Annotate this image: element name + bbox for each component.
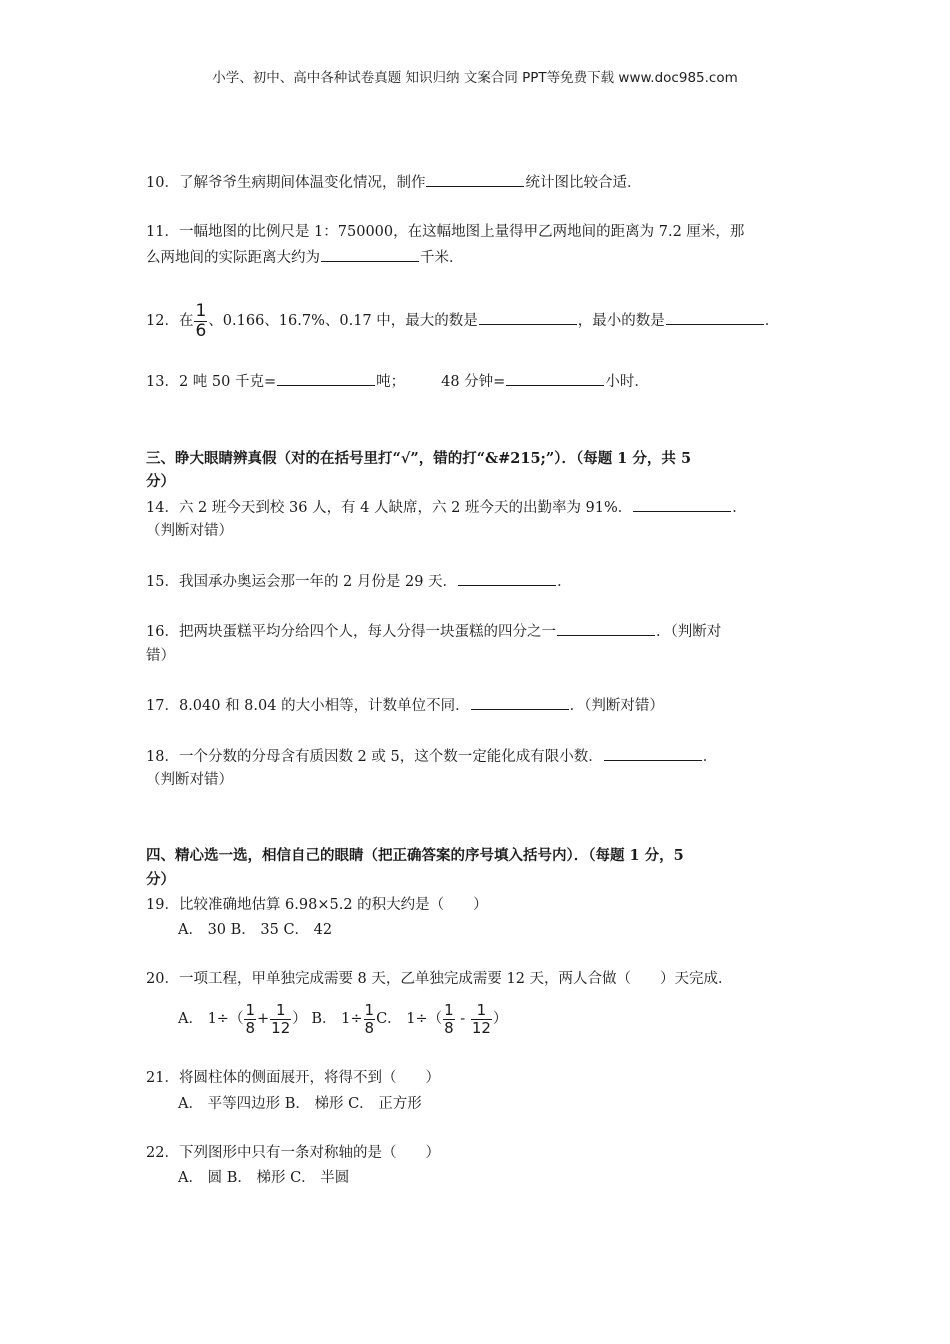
- question-18-note: （判断对错）: [146, 772, 233, 788]
- question-17: 17．8.040 和 8.04 的大小相等，计数单位不同． ．（判断对错）: [146, 695, 664, 716]
- fraction: $\frac{1}{8}$: [364, 1000, 375, 1037]
- answer-blank-max[interactable]: [479, 310, 577, 325]
- section-3-title-cont: 分）: [146, 473, 175, 490]
- question-16-note: 错）: [146, 648, 175, 664]
- question-12: 12．在 $\frac{1}{6}$ 、0.166、16.7%、0.17 中，最大的数是 ，最小的数是 ．: [146, 300, 780, 341]
- question-10: 10．了解爷爷生病期间体温变化情况，制作 统计图比较合适．: [146, 172, 641, 193]
- answer-blank[interactable]: [321, 247, 419, 262]
- fraction: $\frac{1}{12}$: [271, 1000, 291, 1037]
- fraction: $\frac{1}{12}$: [471, 1000, 491, 1037]
- question-19: 19．比较准确地估算 6.98×5.2 的积大约是（ ）: [146, 897, 488, 913]
- question-21: 21．将圆柱体的侧面展开，将得不到（ ）: [146, 1070, 440, 1086]
- question-16: 16．把两块蛋糕平均分给四个人，每人分得一块蛋糕的四分之一 ．（判断对: [146, 621, 721, 642]
- page-header: 小学、初中、高中各种试卷真题 知识归纳 文案合同 PPT等免费下载 www.doc985.com: [212, 70, 738, 86]
- answer-blank[interactable]: [458, 571, 556, 586]
- question-20: 20．一项工程，甲单独完成需要 8 天，乙单独完成需要 12 天，两人合做（ ）天完成．: [146, 971, 733, 987]
- section-4-title: 四、精心选一选，相信自己的眼睛（把正确答案的序号填入括号内）．（每题 1 分，5: [146, 847, 684, 864]
- question-22-options: A． 圆 B． 梯形 C． 半圆: [178, 1170, 350, 1186]
- answer-blank[interactable]: [604, 746, 702, 761]
- question-20-options: A． 1÷（ $\frac{1}{8}$ + $\frac{1}{12}$ ） B． 1÷ $\frac{1}{8}$ C． 1÷（ $\frac{1}{8}$ - $\frac{1}{12}$ ）: [178, 1000, 508, 1037]
- question-11-line2: 么两地间的实际距离大约为 千米．: [146, 247, 464, 268]
- fraction-one-sixth: $\frac{1}{6}$: [195, 300, 207, 341]
- fraction: $\frac{1}{8}$: [444, 1000, 454, 1037]
- question-14-note: （判断对错）: [146, 523, 233, 539]
- answer-blank[interactable]: [557, 621, 655, 636]
- question-22: 22．下列图形中只有一条对称轴的是（ ）: [146, 1145, 440, 1161]
- question-21-options: A． 平等四边形 B． 梯形 C． 正方形: [178, 1096, 422, 1112]
- question-15: 15．我国承办奥运会那一年的 2 月份是 29 天． ．: [146, 571, 572, 592]
- question-19-options: A． 30 B． 35 C． 42: [178, 922, 333, 938]
- question-13: 13．2 吨 50 千克= 吨； 48 分钟= 小时．: [146, 371, 649, 392]
- section-3-title: 三、睁大眼睛辨真假（对的在括号里打“√”，错的打“&#215;”）．（每题 1 分，共 5: [146, 450, 692, 467]
- section-4-title-cont: 分）: [146, 871, 175, 888]
- question-14: 14．六 2 班今天到校 36 人，有 4 人缺席，六 2 班今天的出勤率为 91%． ．: [146, 497, 747, 518]
- answer-blank[interactable]: [277, 371, 375, 386]
- question-11-line1: 11．一幅地图的比例尺是 1：750000，在这幅地图上量得甲乙两地间的距离为 7.2 厘米，那: [146, 224, 745, 240]
- answer-blank[interactable]: [633, 497, 731, 512]
- answer-blank-min[interactable]: [666, 310, 764, 325]
- answer-blank[interactable]: [471, 695, 569, 710]
- answer-blank[interactable]: [426, 172, 524, 187]
- answer-blank[interactable]: [506, 371, 604, 386]
- fraction: $\frac{1}{8}$: [245, 1000, 256, 1037]
- question-18: 18．一个分数的分母含有质因数 2 或 5，这个数一定能化成有限小数． ．: [146, 746, 717, 767]
